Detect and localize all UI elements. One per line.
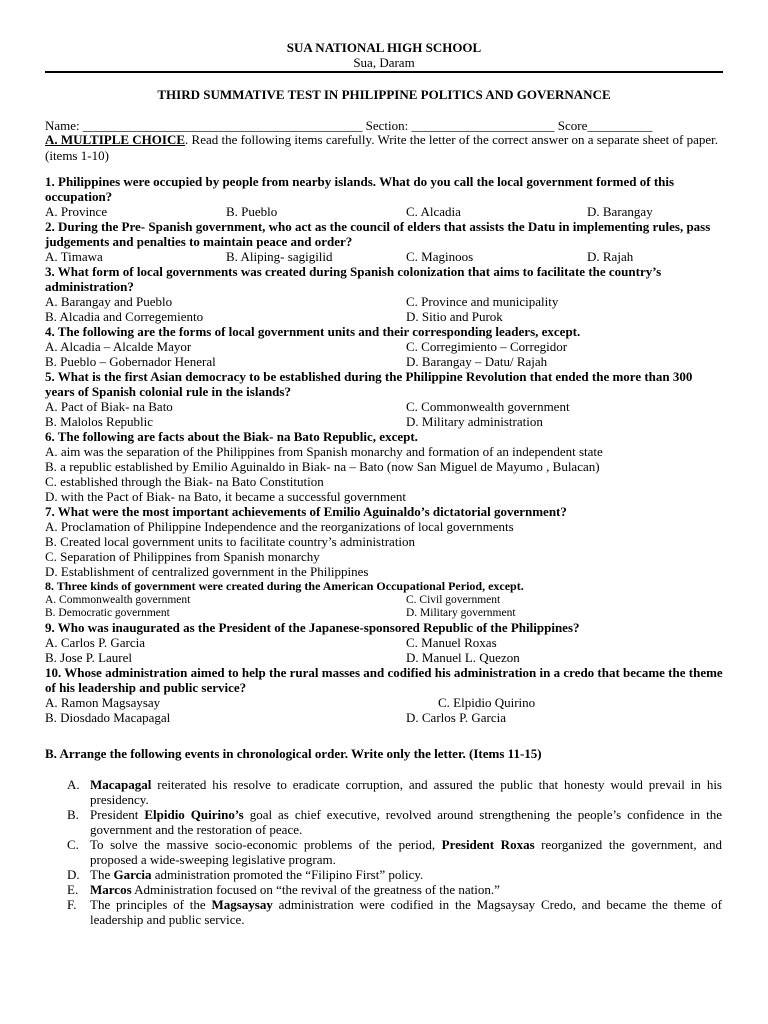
option: D. Rajah [587, 249, 634, 264]
option: A. Ramon Magsaysay [45, 695, 161, 710]
option: B. Alcadia and Corregemiento [45, 309, 204, 324]
question-4: 4. The following are the forms of local government units and their corresponding leaders, except. [45, 324, 581, 339]
question-7: 7. What were the most important achievements of Emilio Aguinaldo’s dictatorial government? [45, 504, 567, 519]
option: A. Timawa [45, 249, 103, 264]
option: D. Carlos P. Garcia [406, 710, 507, 725]
option: D. Military administration [406, 414, 543, 429]
question-5-options-row-1 [45, 399, 725, 414]
option: C. Commonwealth government [406, 399, 570, 414]
option: C. Maginoos [406, 249, 474, 264]
question-1-options [45, 204, 725, 219]
question-4-options-row-1 [45, 339, 725, 354]
option: D. Sitio and Purok [406, 309, 503, 324]
option: C. Elpidio Quirino [438, 695, 536, 710]
event-text: Administration focused on “the revival of the greatness of the nation.” [131, 882, 500, 897]
school-name: SUA NATIONAL HIGH SCHOOL [286, 40, 482, 55]
option: A. aim was the separation of the Philippines from Spanish monarchy and formation of an independent state [45, 444, 603, 459]
question-6: 6. The following are facts about the Biak- na Bato Republic, except. [45, 429, 418, 444]
header-divider [45, 71, 723, 73]
option: D. with the Pact of Biak- na Bato, it became a successful government [45, 489, 407, 504]
option: C. established through the Biak- na Bato Constitution [45, 474, 324, 489]
question-8-options-row-2 [45, 607, 725, 620]
event-item [45, 807, 722, 837]
section-a-instructions [45, 132, 725, 164]
event-president: Macapagal [90, 777, 152, 792]
option: C. Civil government [406, 594, 501, 606]
event-label: A. [67, 777, 80, 792]
option: B. a republic established by Emilio Aguinaldo in Biak- na – Bato (now San Miguel de Mayumo , Bulacan) [45, 459, 600, 474]
event-text: goal as chief executive, revolved around strengthening the people’s confidence in the government and the restoration of peace. [90, 807, 723, 837]
option: B. Pueblo [226, 204, 278, 219]
option: D. Establishment of centralized government in the Philippines [45, 564, 369, 579]
event-president: Elpidio Quirino’s [144, 807, 244, 822]
option: A. Proclamation of Philippine Independence and the reorganizations of local governments [45, 519, 514, 534]
event-text: The principles of the [90, 897, 212, 912]
event-text: reiterated his resolve to eradicate corruption, and assured the public that honesty would prevail in his presidency. [90, 777, 722, 807]
multiple-choice-questions [45, 174, 725, 725]
event-label: E. [67, 882, 79, 897]
option: D. Military government [406, 607, 516, 619]
question-10: 10. Whose administration aimed to help the rural masses and codified his administration in a credo that became the theme of his leadership and public service? [45, 665, 723, 695]
option: B. Aliping- sagigilid [226, 249, 333, 264]
question-3-options-row-2 [45, 309, 725, 324]
question-8: 8. Three kinds of government were created during the American Occupational Period, except. [45, 579, 524, 593]
option: D. Barangay – Datu/ Rajah [406, 354, 548, 369]
option: C. Corregimiento – Corregidor [406, 339, 568, 354]
event-text: To solve the massive socio-economic problems of the period, [90, 837, 442, 852]
question-9-options-row-2 [45, 650, 725, 665]
question-9: 9. Who was inaugurated as the President of the Japanese-sponsored Republic of the Philippines? [45, 620, 580, 635]
event-president: Garcia [113, 867, 152, 882]
event-text: President [90, 807, 145, 822]
question-9-options-row-1 [45, 635, 725, 650]
option: A. Pact of Biak- na Bato [45, 399, 173, 414]
section-a-text: . Read the following items carefully. Write the letter of the correct answer on a separate sheet of paper. (items 1-10) [45, 132, 719, 163]
option: B. Jose P. Laurel [45, 650, 133, 665]
option: B. Diosdado Macapagal [45, 710, 171, 725]
event-label: D. [67, 867, 80, 882]
question-8-options-row-1 [45, 594, 725, 607]
option: B. Democratic government [45, 607, 170, 619]
question-2-options [45, 249, 725, 264]
question-1: 1. Philippines were occupied by people from nearby islands. What do you call the local government formed of this occupation? [45, 174, 675, 204]
option: D. Manuel L. Quezon [406, 650, 520, 665]
event-label: F. [67, 897, 77, 912]
event-text: administration were codified in the Magsaysay Credo, and became the theme of leadership and public service. [90, 897, 723, 927]
option: A. Alcadia – Alcalde Mayor [45, 339, 192, 354]
event-item [45, 777, 722, 807]
question-4-options-row-2 [45, 354, 725, 369]
question-3: 3. What form of local governments was created during Spanish colonization that aims to facilitate the country’s administration? [45, 264, 662, 294]
option: A. Commonwealth government [45, 594, 191, 606]
question-10-options-row-1 [45, 695, 725, 710]
question-2: 2. During the Pre- Spanish government, who act as the council of elders that assists the Datu in implementing rules, pass judgements and penalties to maintain peace and order? [45, 219, 711, 249]
event-item [45, 882, 722, 897]
option: A. Carlos P. Garcia [45, 635, 146, 650]
option: A. Barangay and Pueblo [45, 294, 173, 309]
event-item [45, 837, 722, 867]
option: B. Created local government units to facilitate country’s administration [45, 534, 416, 549]
event-president: Magsaysay [211, 897, 273, 912]
option: C. Separation of Philippines from Spanish monarchy [45, 549, 320, 564]
event-text: The [90, 867, 114, 882]
event-label: C. [67, 837, 79, 852]
event-text: reorganized the government, and proposed a wide-sweeping legislative program. [90, 837, 722, 867]
test-title: THIRD SUMMATIVE TEST IN PHILIPPINE POLITICS AND GOVERNANCE [157, 87, 611, 102]
question-10-options-row-2 [45, 710, 725, 725]
section-b-heading: B. Arrange the following events in chronological order. Write only the letter. (Items 11-15) [45, 746, 542, 761]
section-a-heading: A. MULTIPLE CHOICE [45, 132, 186, 147]
chronology-events-list [45, 777, 722, 927]
option: D. Barangay [587, 204, 653, 219]
question-5: 5. What is the first Asian democracy to be established during the Philippine Revolution that ended the more than 300 years of Spanish colonial rule in the islands? [45, 369, 693, 399]
event-item [45, 897, 722, 927]
option: C. Manuel Roxas [406, 635, 497, 650]
option: B. Pueblo – Gobernador Heneral [45, 354, 216, 369]
option: A. Province [45, 204, 108, 219]
option: C. Alcadia [406, 204, 461, 219]
event-text: administration promoted the “Filipino First” policy. [151, 867, 424, 882]
event-president: President Roxas [441, 837, 535, 852]
question-3-options-row-1 [45, 294, 725, 309]
option: C. Province and municipality [406, 294, 559, 309]
question-5-options-row-2 [45, 414, 725, 429]
event-item [45, 867, 722, 882]
school-address: Sua, Daram [353, 55, 415, 70]
event-label: B. [67, 807, 79, 822]
option: B. Malolos Republic [45, 414, 153, 429]
name-section-score-line: Name: ___________________________________________ Section: ______________________ Score__________ [45, 118, 653, 133]
event-president: Marcos [90, 882, 132, 897]
